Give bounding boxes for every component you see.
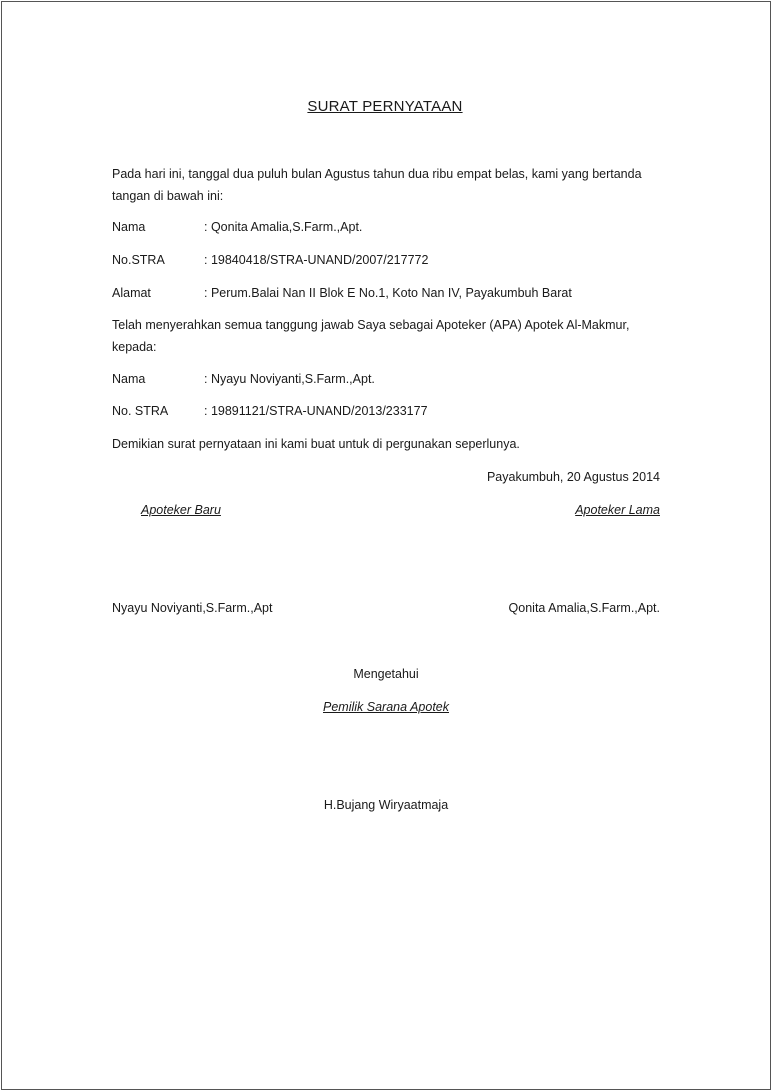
second-name-value: : Nyayu Noviyanti,S.Farm.,Apt. (204, 372, 375, 386)
document-title: SURAT PERNYATAAN (307, 98, 463, 115)
first-name-label: Nama (112, 220, 146, 234)
handover-paragraph: Telah menyerahkan semua tanggung jawab Saya sebagai Apoteker (APA) Apotek Al-Makmur, kepada: (112, 318, 630, 354)
first-address-label: Alamat (112, 286, 151, 300)
new-pharmacist-name: Nyayu Noviyanti,S.Farm.,Apt (112, 601, 273, 615)
owner-role-text: Pemilik Sarana Apotek (323, 700, 449, 714)
old-pharmacist-role: Apoteker Lama (575, 503, 660, 517)
acknowledge-label: Mengetahui (353, 667, 419, 681)
second-stra-label: No. STRA (112, 404, 169, 418)
second-stra-value: : 19891121/STRA-UNAND/2013/233177 (204, 404, 428, 418)
old-pharmacist-name: Qonita Amalia,S.Farm.,Apt. (508, 601, 660, 615)
first-name-value: : Qonita Amalia,S.Farm.,Apt. (204, 220, 363, 234)
intro-paragraph: Pada hari ini, tanggal dua puluh bulan Agustus tahun dua ribu empat belas, kami yang bertanda tangan di bawah ini: (112, 167, 642, 203)
first-stra-label: No.STRA (112, 253, 165, 267)
first-address-value: : Perum.Balai Nan II Blok E No.1, Koto Nan IV, Payakumbuh Barat (204, 286, 572, 300)
first-stra-value: : 19840418/STRA-UNAND/2007/217772 (204, 253, 429, 267)
owner-role (0, 699, 772, 715)
second-name-label: Nama (112, 372, 146, 386)
place-date: Payakumbuh, 20 Agustus 2014 (486, 470, 660, 484)
closing-sentence: Demikian surat pernyataan ini kami buat untuk di pergunakan seperlunya. (112, 437, 520, 451)
owner-name: H.Bujang Wiryaatmaja (323, 798, 449, 812)
new-pharmacist-role: Apoteker Baru (141, 503, 221, 517)
